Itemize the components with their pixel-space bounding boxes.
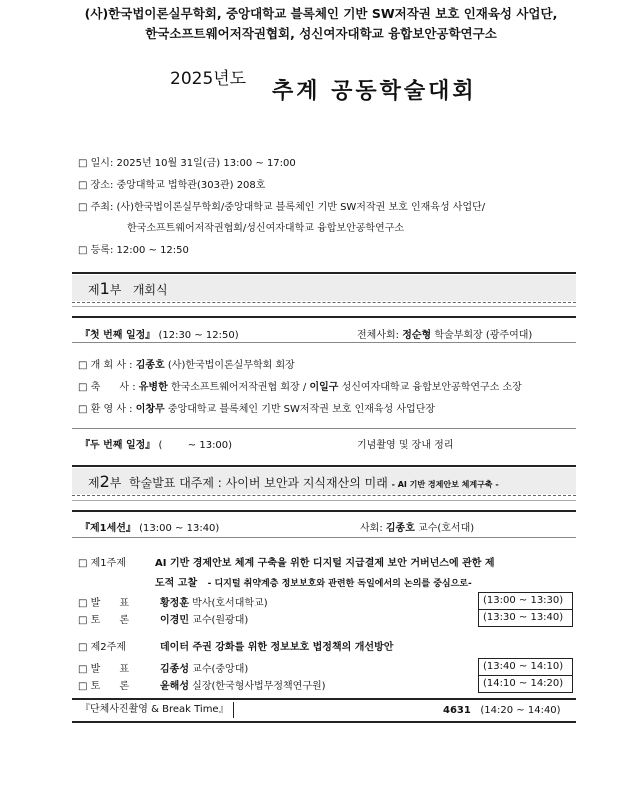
session1-time: (12:30 ~ 12:50)	[158, 330, 239, 341]
bullet-box: □	[78, 615, 88, 626]
part2-session-mc	[360, 519, 474, 534]
info-place	[78, 176, 265, 191]
topic1-subtitle: - 디지털 취약계층 정보보호와 관련한 독일에서의 논의를 중심으로-	[207, 579, 472, 589]
part2-session-underline	[72, 537, 576, 538]
bullet-box: □	[78, 245, 88, 256]
topic2-presenter-time: (13:40 ~ 14:10)	[478, 658, 573, 676]
topic1-presenter-time: (13:00 ~ 13:30)	[478, 592, 573, 610]
speaker-name-2: 이일구	[309, 382, 339, 393]
speaker-desc-2: 성신여자대학교 융합보안공학연구소 소장	[341, 382, 522, 393]
info-register-text: 등록: 12:00 ~ 12:50	[90, 245, 189, 256]
part2-prefix: 제	[88, 476, 100, 490]
info-host-cont: 한국소프트웨어저작권협회/성신여자대학교 융합보안공학연구소	[127, 223, 405, 234]
bullet-box: □	[78, 664, 88, 675]
part2-session-time: (13:00 ~ 13:40)	[139, 523, 220, 534]
event-year: 2025년도	[170, 69, 247, 89]
discussant-affiliation: 실장(한국형사법무정책연구원)	[192, 681, 326, 692]
discussant-name: 윤해성	[160, 681, 189, 692]
topic2-title: 데이터 주권 강화를 위한 정보보호 법정책의 개선방안	[160, 642, 394, 653]
part1-top-rule	[72, 272, 576, 274]
bullet-box: □	[78, 558, 88, 569]
speaker-desc: (사)한국법이론실무학회 회장	[167, 360, 295, 371]
header-organizers-line1: (사)한국법이론실무학회, 중앙대학교 블록체인 기반 SW저작권 보호 인재육성 사업단,	[84, 6, 558, 21]
role-label: 발 표	[90, 664, 130, 675]
mc-label: 사회:	[360, 523, 386, 534]
role-label: 발 표	[90, 598, 130, 609]
part1-heading	[88, 279, 168, 298]
break-top-rule	[72, 698, 576, 700]
break-label: 『단체사진촬영 & Break Time』	[76, 702, 234, 718]
info-place-text: 장소: 중앙대학교 법학관(303관) 208호	[90, 180, 266, 191]
mc-role: 교수(호서대)	[418, 523, 475, 534]
topic1-discussant	[160, 611, 248, 626]
event-title: 추계 공동학술대회	[272, 79, 477, 104]
part1-suffix: 부	[109, 283, 122, 297]
discussant-affiliation: 교수(원광대)	[192, 615, 249, 626]
mc-role: 학술부회장 (광주여대)	[434, 330, 533, 341]
session2-header	[80, 436, 232, 451]
opening-speech-row	[78, 356, 295, 371]
topic2-discussant-time: (14:10 ~ 14:20)	[478, 675, 573, 693]
session2-time: ( ~ 13:00)	[158, 440, 233, 451]
part2-number: 2	[99, 472, 110, 491]
bullet-box: □	[78, 404, 88, 415]
topic1-discussant-row	[78, 611, 129, 626]
part2-session-label: 『제1세션』	[80, 523, 136, 534]
role-label: 토 론	[90, 681, 130, 692]
part1-number: 1	[99, 279, 110, 298]
presenter-name: 황정훈	[160, 598, 189, 609]
part2-session-header	[80, 519, 219, 534]
header-organizers-line2: 한국소프트웨어저작권협회, 성신여자대학교 융합보안공학연구소	[145, 26, 497, 41]
topic1-title-line1: AI 기반 경제안보 체계 구축을 위한 디지털 지급결제 보안 거버넌스에 관한 제	[155, 558, 495, 569]
break-bottom-rule	[72, 721, 576, 723]
bullet-box: □	[78, 360, 88, 371]
discussant-name: 이경민	[160, 615, 189, 626]
session1-mc	[357, 326, 532, 341]
welcome-row	[78, 400, 435, 415]
topic2-discussant	[160, 677, 326, 692]
bullet-box: □	[78, 158, 88, 169]
speaker-name: 이창무	[135, 404, 165, 415]
speaker-name: 김종호	[135, 360, 165, 371]
part2-session-rule	[72, 510, 576, 512]
topic1-title-end: 도적 고찰	[155, 578, 198, 589]
part1-prefix: 제	[88, 283, 100, 297]
topic2-number: 제2주제	[90, 642, 126, 653]
break-room: 4631	[443, 705, 471, 716]
topic1-title-line2	[155, 574, 472, 589]
part1-session-rule	[72, 316, 576, 318]
part1-thin-rule	[72, 306, 576, 307]
session2-desc: 기념촬영 및 장내 정리	[357, 440, 454, 451]
role-label: 개 회 사 :	[90, 360, 136, 371]
speaker-name: 유병한	[138, 382, 168, 393]
topic2-label	[78, 638, 126, 653]
bullet-box: □	[78, 681, 88, 692]
info-host-text: 주최: (사)한국법이론실무학회/중앙대학교 블록체인 기반 SW저작권 보호 인재육성 사업단/	[90, 202, 486, 213]
session2-label: 『두 번째 일정』	[80, 440, 156, 451]
role-label: 축 사 :	[90, 382, 139, 393]
mc-name: 정순형	[402, 330, 432, 341]
presenter-affiliation: 교수(중앙대)	[192, 664, 249, 675]
topic1-number: 제1주제	[90, 558, 126, 569]
session2-top-rule	[72, 428, 576, 429]
role-label: 토 론	[90, 615, 130, 626]
break-time	[443, 705, 561, 716]
part2-heading	[88, 472, 499, 491]
topic1-presenter	[160, 594, 268, 609]
topic1-discussant-time: (13:30 ~ 13:40)	[478, 609, 573, 627]
info-date-text: 일시: 2025년 10월 31일(금) 13:00 ~ 17:00	[90, 158, 296, 169]
role-label: 환 영 사 :	[90, 404, 136, 415]
part1-dashed-rule	[72, 302, 576, 303]
topic1-label	[78, 554, 126, 569]
bullet-box: □	[78, 180, 88, 191]
session1-header	[80, 326, 239, 341]
bullet-box: □	[78, 598, 88, 609]
session1-underline	[72, 342, 576, 343]
topic2-presenter-row	[78, 660, 129, 675]
part2-suffix: 부	[109, 476, 122, 490]
topic2-discussant-row	[78, 677, 129, 692]
part2-title: 학술발표 대주제 : 사이버 보안과 지식재산의 미래	[129, 476, 388, 490]
speaker-desc: 한국소프트웨어저작권협 회장 /	[170, 382, 310, 393]
part2-top-rule	[72, 465, 576, 467]
part2-dashed-rule	[72, 495, 576, 496]
part1-title: 개회식	[132, 283, 168, 297]
presenter-name: 김종성	[160, 664, 189, 675]
congrats-row	[78, 378, 522, 393]
part2-subtitle: - AI 기반 경제안보 체계구축 -	[391, 480, 499, 489]
bullet-box: □	[78, 382, 88, 393]
speaker-desc: 중앙대학교 블록체인 기반 SW저작권 보호 인재육성 사업단장	[167, 404, 436, 415]
topic1-presenter-row	[78, 594, 129, 609]
info-host	[78, 198, 485, 213]
presenter-affiliation: 박사(호서대학교)	[192, 598, 268, 609]
part2-thin-rule	[72, 500, 576, 501]
mc-name: 김종호	[385, 523, 415, 534]
session1-label: 『첫 번째 일정』	[80, 330, 156, 341]
info-register	[78, 241, 189, 256]
bullet-box: □	[78, 642, 88, 653]
bullet-box: □	[78, 202, 88, 213]
mc-label: 전체사회:	[357, 330, 403, 341]
info-date	[78, 154, 296, 169]
topic2-presenter	[160, 660, 248, 675]
break-time-range: (14:20 ~ 14:40)	[480, 705, 561, 716]
